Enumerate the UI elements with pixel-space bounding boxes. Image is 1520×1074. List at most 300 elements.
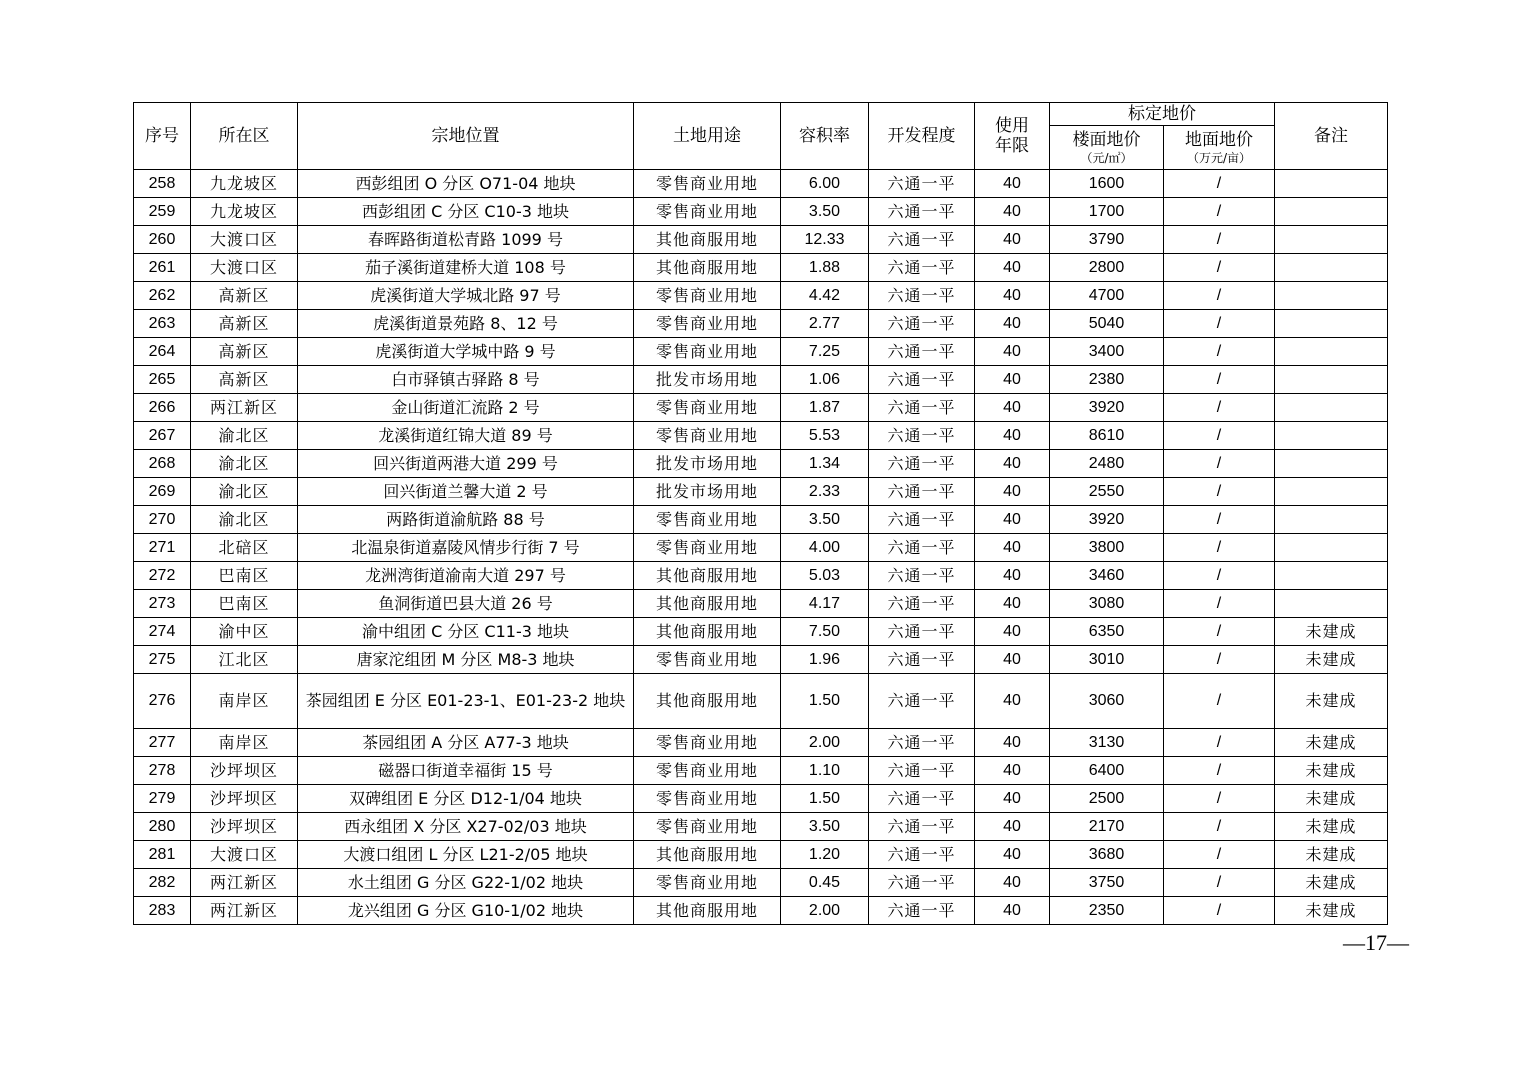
cell-ground-price: / bbox=[1164, 478, 1275, 506]
header-floor-price bbox=[1050, 126, 1164, 170]
cell-dev-level: 六通一平 bbox=[869, 729, 975, 757]
cell-floor-price: 2500 bbox=[1050, 785, 1164, 813]
cell-term: 40 bbox=[975, 897, 1050, 925]
cell-seq: 278 bbox=[134, 757, 191, 785]
cell-floor-price: 3130 bbox=[1050, 729, 1164, 757]
cell-floor-price: 2350 bbox=[1050, 897, 1164, 925]
cell-remark bbox=[1275, 366, 1388, 394]
table-row bbox=[134, 310, 1388, 338]
cell-floor-price: 2380 bbox=[1050, 366, 1164, 394]
cell-remark bbox=[1275, 422, 1388, 450]
cell-far: 4.00 bbox=[781, 534, 869, 562]
cell-location: 虎溪街道景苑路 8、12 号 bbox=[298, 310, 634, 338]
cell-seq: 282 bbox=[134, 869, 191, 897]
cell-dev-level: 六通一平 bbox=[869, 757, 975, 785]
cell-ground-price: / bbox=[1164, 674, 1275, 729]
cell-district: 渝北区 bbox=[191, 450, 298, 478]
cell-far: 12.33 bbox=[781, 226, 869, 254]
cell-floor-price: 3750 bbox=[1050, 869, 1164, 897]
cell-remark bbox=[1275, 450, 1388, 478]
cell-seq: 275 bbox=[134, 646, 191, 674]
cell-dev-level: 六通一平 bbox=[869, 282, 975, 310]
cell-far: 5.03 bbox=[781, 562, 869, 590]
cell-location: 西永组团 X 分区 X27-02/03 地块 bbox=[298, 813, 634, 841]
cell-dev-level: 六通一平 bbox=[869, 310, 975, 338]
cell-far: 1.50 bbox=[781, 674, 869, 729]
cell-far: 4.17 bbox=[781, 590, 869, 618]
cell-seq: 265 bbox=[134, 366, 191, 394]
cell-district: 沙坪坝区 bbox=[191, 813, 298, 841]
table-row bbox=[134, 618, 1388, 646]
cell-remark: 未建成 bbox=[1275, 646, 1388, 674]
cell-ground-price: / bbox=[1164, 590, 1275, 618]
cell-land-use: 零售商业用地 bbox=[634, 170, 781, 198]
cell-dev-level: 六通一平 bbox=[869, 450, 975, 478]
table-header bbox=[134, 103, 1388, 170]
cell-district: 高新区 bbox=[191, 282, 298, 310]
cell-land-use: 批发市场用地 bbox=[634, 450, 781, 478]
table-row bbox=[134, 450, 1388, 478]
cell-ground-price: / bbox=[1164, 310, 1275, 338]
table-row bbox=[134, 841, 1388, 869]
cell-location: 龙溪街道红锦大道 89 号 bbox=[298, 422, 634, 450]
cell-ground-price: / bbox=[1164, 198, 1275, 226]
cell-location: 茶园组团 A 分区 A77-3 地块 bbox=[298, 729, 634, 757]
cell-location: 西彭组团 C 分区 C10-3 地块 bbox=[298, 198, 634, 226]
cell-ground-price: / bbox=[1164, 282, 1275, 310]
cell-far: 1.06 bbox=[781, 366, 869, 394]
cell-floor-price: 2800 bbox=[1050, 254, 1164, 282]
cell-dev-level: 六通一平 bbox=[869, 785, 975, 813]
table-row bbox=[134, 897, 1388, 925]
cell-dev-level: 六通一平 bbox=[869, 366, 975, 394]
cell-term: 40 bbox=[975, 226, 1050, 254]
header-district: 所在区 bbox=[191, 103, 298, 170]
cell-location: 龙兴组团 G 分区 G10-1/02 地块 bbox=[298, 897, 634, 925]
cell-far: 1.34 bbox=[781, 450, 869, 478]
cell-term: 40 bbox=[975, 310, 1050, 338]
cell-district: 渝北区 bbox=[191, 478, 298, 506]
cell-far: 1.50 bbox=[781, 785, 869, 813]
table-row bbox=[134, 813, 1388, 841]
cell-remark bbox=[1275, 562, 1388, 590]
cell-term: 40 bbox=[975, 506, 1050, 534]
cell-ground-price: / bbox=[1164, 869, 1275, 897]
cell-remark: 未建成 bbox=[1275, 618, 1388, 646]
cell-ground-price: / bbox=[1164, 254, 1275, 282]
cell-district: 巴南区 bbox=[191, 562, 298, 590]
cell-remark bbox=[1275, 338, 1388, 366]
header-ground-price-label: 地面地价 bbox=[1185, 129, 1253, 150]
cell-land-use: 零售商业用地 bbox=[634, 534, 781, 562]
cell-seq: 261 bbox=[134, 254, 191, 282]
cell-term: 40 bbox=[975, 170, 1050, 198]
cell-dev-level: 六通一平 bbox=[869, 422, 975, 450]
cell-ground-price: / bbox=[1164, 226, 1275, 254]
table-row bbox=[134, 534, 1388, 562]
cell-dev-level: 六通一平 bbox=[869, 534, 975, 562]
cell-term: 40 bbox=[975, 422, 1050, 450]
cell-ground-price: / bbox=[1164, 646, 1275, 674]
cell-seq: 267 bbox=[134, 422, 191, 450]
cell-land-use: 零售商业用地 bbox=[634, 310, 781, 338]
cell-far: 2.00 bbox=[781, 729, 869, 757]
cell-location: 回兴街道兰馨大道 2 号 bbox=[298, 478, 634, 506]
cell-floor-price: 8610 bbox=[1050, 422, 1164, 450]
cell-floor-price: 2480 bbox=[1050, 450, 1164, 478]
cell-far: 6.00 bbox=[781, 170, 869, 198]
cell-dev-level: 六通一平 bbox=[869, 813, 975, 841]
cell-district: 江北区 bbox=[191, 646, 298, 674]
cell-district: 高新区 bbox=[191, 366, 298, 394]
cell-far: 7.25 bbox=[781, 338, 869, 366]
cell-seq: 281 bbox=[134, 841, 191, 869]
cell-land-use: 批发市场用地 bbox=[634, 366, 781, 394]
cell-dev-level: 六通一平 bbox=[869, 897, 975, 925]
cell-land-use: 其他商服用地 bbox=[634, 562, 781, 590]
cell-location: 茶园组团 E 分区 E01-23-1、E01-23-2 地块 bbox=[298, 674, 634, 729]
cell-location: 唐家沱组团 M 分区 M8-3 地块 bbox=[298, 646, 634, 674]
cell-remark bbox=[1275, 198, 1388, 226]
table-row bbox=[134, 254, 1388, 282]
cell-seq: 269 bbox=[134, 478, 191, 506]
header-dev-level: 开发程度 bbox=[869, 103, 975, 170]
cell-term: 40 bbox=[975, 674, 1050, 729]
cell-land-use: 零售商业用地 bbox=[634, 338, 781, 366]
cell-floor-price: 2550 bbox=[1050, 478, 1164, 506]
cell-term: 40 bbox=[975, 534, 1050, 562]
cell-seq: 263 bbox=[134, 310, 191, 338]
cell-location: 龙洲湾街道渝南大道 297 号 bbox=[298, 562, 634, 590]
cell-remark: 未建成 bbox=[1275, 813, 1388, 841]
cell-term: 40 bbox=[975, 254, 1050, 282]
cell-district: 两江新区 bbox=[191, 897, 298, 925]
cell-land-use: 零售商业用地 bbox=[634, 813, 781, 841]
table-row bbox=[134, 226, 1388, 254]
table-row bbox=[134, 785, 1388, 813]
cell-floor-price: 3920 bbox=[1050, 394, 1164, 422]
header-ground-price bbox=[1164, 126, 1275, 170]
cell-far: 5.53 bbox=[781, 422, 869, 450]
cell-dev-level: 六通一平 bbox=[869, 394, 975, 422]
cell-far: 7.50 bbox=[781, 618, 869, 646]
table-row bbox=[134, 869, 1388, 897]
cell-floor-price: 3080 bbox=[1050, 590, 1164, 618]
cell-seq: 276 bbox=[134, 674, 191, 729]
cell-land-use: 其他商服用地 bbox=[634, 590, 781, 618]
cell-remark: 未建成 bbox=[1275, 757, 1388, 785]
cell-seq: 272 bbox=[134, 562, 191, 590]
header-seq: 序号 bbox=[134, 103, 191, 170]
cell-term: 40 bbox=[975, 562, 1050, 590]
cell-land-use: 其他商服用地 bbox=[634, 841, 781, 869]
cell-land-use: 零售商业用地 bbox=[634, 506, 781, 534]
cell-floor-price: 3010 bbox=[1050, 646, 1164, 674]
cell-term: 40 bbox=[975, 729, 1050, 757]
cell-district: 两江新区 bbox=[191, 869, 298, 897]
cell-term: 40 bbox=[975, 450, 1050, 478]
table-row bbox=[134, 422, 1388, 450]
cell-land-use: 批发市场用地 bbox=[634, 478, 781, 506]
cell-floor-price: 1700 bbox=[1050, 198, 1164, 226]
cell-term: 40 bbox=[975, 813, 1050, 841]
table-row bbox=[134, 338, 1388, 366]
cell-term: 40 bbox=[975, 590, 1050, 618]
table-body bbox=[134, 170, 1388, 925]
cell-far: 3.50 bbox=[781, 506, 869, 534]
cell-location: 虎溪街道大学城中路 9 号 bbox=[298, 338, 634, 366]
cell-dev-level: 六通一平 bbox=[869, 562, 975, 590]
cell-dev-level: 六通一平 bbox=[869, 674, 975, 729]
header-location: 宗地位置 bbox=[298, 103, 634, 170]
cell-seq: 274 bbox=[134, 618, 191, 646]
cell-remark bbox=[1275, 534, 1388, 562]
cell-ground-price: / bbox=[1164, 450, 1275, 478]
cell-remark: 未建成 bbox=[1275, 729, 1388, 757]
cell-dev-level: 六通一平 bbox=[869, 478, 975, 506]
cell-district: 渝北区 bbox=[191, 422, 298, 450]
cell-dev-level: 六通一平 bbox=[869, 338, 975, 366]
table-row bbox=[134, 170, 1388, 198]
cell-location: 白市驿镇古驿路 8 号 bbox=[298, 366, 634, 394]
table-row bbox=[134, 198, 1388, 226]
cell-ground-price: / bbox=[1164, 366, 1275, 394]
cell-far: 1.20 bbox=[781, 841, 869, 869]
cell-district: 巴南区 bbox=[191, 590, 298, 618]
cell-dev-level: 六通一平 bbox=[869, 226, 975, 254]
cell-land-use: 零售商业用地 bbox=[634, 394, 781, 422]
cell-term: 40 bbox=[975, 338, 1050, 366]
cell-seq: 273 bbox=[134, 590, 191, 618]
cell-district: 大渡口区 bbox=[191, 226, 298, 254]
cell-term: 40 bbox=[975, 841, 1050, 869]
cell-term: 40 bbox=[975, 394, 1050, 422]
cell-term: 40 bbox=[975, 646, 1050, 674]
cell-term: 40 bbox=[975, 366, 1050, 394]
header-term-text: 使用年限 bbox=[994, 115, 1029, 156]
cell-far: 1.87 bbox=[781, 394, 869, 422]
cell-remark bbox=[1275, 590, 1388, 618]
cell-far: 4.42 bbox=[781, 282, 869, 310]
cell-seq: 279 bbox=[134, 785, 191, 813]
cell-far: 2.77 bbox=[781, 310, 869, 338]
cell-far: 1.96 bbox=[781, 646, 869, 674]
cell-land-use: 其他商服用地 bbox=[634, 226, 781, 254]
cell-land-use: 零售商业用地 bbox=[634, 729, 781, 757]
table-row bbox=[134, 506, 1388, 534]
header-land-use: 土地用途 bbox=[634, 103, 781, 170]
cell-seq: 270 bbox=[134, 506, 191, 534]
table-row bbox=[134, 282, 1388, 310]
cell-floor-price: 5040 bbox=[1050, 310, 1164, 338]
cell-floor-price: 3460 bbox=[1050, 562, 1164, 590]
cell-location: 水土组团 G 分区 G22-1/02 地块 bbox=[298, 869, 634, 897]
cell-ground-price: / bbox=[1164, 506, 1275, 534]
cell-land-use: 零售商业用地 bbox=[634, 869, 781, 897]
cell-district: 南岸区 bbox=[191, 729, 298, 757]
cell-dev-level: 六通一平 bbox=[869, 254, 975, 282]
cell-floor-price: 6350 bbox=[1050, 618, 1164, 646]
cell-remark: 未建成 bbox=[1275, 869, 1388, 897]
cell-term: 40 bbox=[975, 198, 1050, 226]
cell-district: 渝中区 bbox=[191, 618, 298, 646]
cell-seq: 258 bbox=[134, 170, 191, 198]
cell-district: 渝北区 bbox=[191, 506, 298, 534]
cell-location: 双碑组团 E 分区 D12-1/04 地块 bbox=[298, 785, 634, 813]
cell-ground-price: / bbox=[1164, 813, 1275, 841]
header-ground-price-unit: （万元/亩） bbox=[1186, 151, 1252, 165]
table-row bbox=[134, 757, 1388, 785]
cell-district: 南岸区 bbox=[191, 674, 298, 729]
cell-seq: 271 bbox=[134, 534, 191, 562]
cell-land-use: 其他商服用地 bbox=[634, 254, 781, 282]
cell-dev-level: 六通一平 bbox=[869, 618, 975, 646]
cell-remark bbox=[1275, 254, 1388, 282]
cell-far: 3.50 bbox=[781, 813, 869, 841]
cell-seq: 268 bbox=[134, 450, 191, 478]
cell-land-use: 零售商业用地 bbox=[634, 646, 781, 674]
cell-land-use: 零售商业用地 bbox=[634, 422, 781, 450]
cell-seq: 262 bbox=[134, 282, 191, 310]
cell-term: 40 bbox=[975, 618, 1050, 646]
cell-remark bbox=[1275, 282, 1388, 310]
cell-land-use: 其他商服用地 bbox=[634, 897, 781, 925]
cell-remark bbox=[1275, 170, 1388, 198]
cell-ground-price: / bbox=[1164, 618, 1275, 646]
cell-land-use: 零售商业用地 bbox=[634, 785, 781, 813]
header-remark: 备注 bbox=[1275, 103, 1388, 170]
cell-remark bbox=[1275, 506, 1388, 534]
cell-location: 北温泉街道嘉陵风情步行街 7 号 bbox=[298, 534, 634, 562]
header-floor-price-unit: （元/㎡） bbox=[1080, 151, 1133, 165]
cell-floor-price: 3060 bbox=[1050, 674, 1164, 729]
table-row bbox=[134, 590, 1388, 618]
cell-location: 鱼洞街道巴县大道 26 号 bbox=[298, 590, 634, 618]
cell-ground-price: / bbox=[1164, 170, 1275, 198]
cell-dev-level: 六通一平 bbox=[869, 198, 975, 226]
cell-land-use: 其他商服用地 bbox=[634, 674, 781, 729]
cell-far: 2.33 bbox=[781, 478, 869, 506]
cell-seq: 264 bbox=[134, 338, 191, 366]
header-price-group: 标定地价 bbox=[1050, 103, 1275, 126]
cell-remark: 未建成 bbox=[1275, 785, 1388, 813]
cell-land-use: 其他商服用地 bbox=[634, 618, 781, 646]
table-row bbox=[134, 394, 1388, 422]
cell-far: 2.00 bbox=[781, 897, 869, 925]
cell-location: 金山街道汇流路 2 号 bbox=[298, 394, 634, 422]
cell-district: 沙坪坝区 bbox=[191, 785, 298, 813]
cell-location: 回兴街道两港大道 299 号 bbox=[298, 450, 634, 478]
table-row bbox=[134, 674, 1388, 729]
cell-dev-level: 六通一平 bbox=[869, 646, 975, 674]
cell-district: 九龙坡区 bbox=[191, 198, 298, 226]
cell-district: 九龙坡区 bbox=[191, 170, 298, 198]
table-row bbox=[134, 478, 1388, 506]
land-price-table bbox=[133, 102, 1388, 925]
cell-ground-price: / bbox=[1164, 841, 1275, 869]
cell-floor-price: 2170 bbox=[1050, 813, 1164, 841]
header-floor-price-label: 楼面地价 bbox=[1072, 129, 1141, 150]
cell-floor-price: 6400 bbox=[1050, 757, 1164, 785]
cell-floor-price: 3400 bbox=[1050, 338, 1164, 366]
cell-dev-level: 六通一平 bbox=[869, 841, 975, 869]
cell-land-use: 零售商业用地 bbox=[634, 198, 781, 226]
cell-location: 西彭组团 O 分区 O71-04 地块 bbox=[298, 170, 634, 198]
cell-dev-level: 六通一平 bbox=[869, 506, 975, 534]
cell-seq: 277 bbox=[134, 729, 191, 757]
cell-ground-price: / bbox=[1164, 394, 1275, 422]
cell-far: 3.50 bbox=[781, 198, 869, 226]
table-row bbox=[134, 562, 1388, 590]
cell-term: 40 bbox=[975, 478, 1050, 506]
cell-remark bbox=[1275, 226, 1388, 254]
cell-ground-price: / bbox=[1164, 785, 1275, 813]
cell-location: 两路街道渝航路 88 号 bbox=[298, 506, 634, 534]
cell-seq: 266 bbox=[134, 394, 191, 422]
cell-location: 虎溪街道大学城北路 97 号 bbox=[298, 282, 634, 310]
cell-ground-price: / bbox=[1164, 534, 1275, 562]
cell-ground-price: / bbox=[1164, 422, 1275, 450]
cell-far: 1.88 bbox=[781, 254, 869, 282]
cell-district: 大渡口区 bbox=[191, 254, 298, 282]
cell-seq: 259 bbox=[134, 198, 191, 226]
cell-ground-price: / bbox=[1164, 338, 1275, 366]
cell-district: 高新区 bbox=[191, 310, 298, 338]
cell-ground-price: / bbox=[1164, 757, 1275, 785]
cell-dev-level: 六通一平 bbox=[869, 869, 975, 897]
cell-remark bbox=[1275, 394, 1388, 422]
cell-remark: 未建成 bbox=[1275, 841, 1388, 869]
cell-location: 春晖路街道松青路 1099 号 bbox=[298, 226, 634, 254]
cell-remark: 未建成 bbox=[1275, 897, 1388, 925]
cell-ground-price: / bbox=[1164, 729, 1275, 757]
cell-location: 磁器口街道幸福街 15 号 bbox=[298, 757, 634, 785]
cell-floor-price: 1600 bbox=[1050, 170, 1164, 198]
cell-district: 北碚区 bbox=[191, 534, 298, 562]
cell-floor-price: 3800 bbox=[1050, 534, 1164, 562]
cell-seq: 260 bbox=[134, 226, 191, 254]
cell-district: 高新区 bbox=[191, 338, 298, 366]
cell-location: 茄子溪街道建桥大道 108 号 bbox=[298, 254, 634, 282]
cell-term: 40 bbox=[975, 282, 1050, 310]
cell-seq: 283 bbox=[134, 897, 191, 925]
cell-floor-price: 3680 bbox=[1050, 841, 1164, 869]
header-term bbox=[975, 103, 1050, 170]
cell-ground-price: / bbox=[1164, 562, 1275, 590]
cell-district: 大渡口区 bbox=[191, 841, 298, 869]
page-number: —17— bbox=[1343, 930, 1409, 955]
cell-dev-level: 六通一平 bbox=[869, 590, 975, 618]
cell-floor-price: 3790 bbox=[1050, 226, 1164, 254]
cell-land-use: 零售商业用地 bbox=[634, 282, 781, 310]
cell-district: 沙坪坝区 bbox=[191, 757, 298, 785]
cell-land-use: 零售商业用地 bbox=[634, 757, 781, 785]
cell-floor-price: 3920 bbox=[1050, 506, 1164, 534]
cell-term: 40 bbox=[975, 757, 1050, 785]
table-row bbox=[134, 646, 1388, 674]
cell-remark: 未建成 bbox=[1275, 674, 1388, 729]
cell-location: 渝中组团 C 分区 C11-3 地块 bbox=[298, 618, 634, 646]
cell-term: 40 bbox=[975, 785, 1050, 813]
cell-far: 1.10 bbox=[781, 757, 869, 785]
cell-ground-price: / bbox=[1164, 897, 1275, 925]
table-row bbox=[134, 729, 1388, 757]
table-row bbox=[134, 366, 1388, 394]
cell-remark bbox=[1275, 310, 1388, 338]
cell-seq: 280 bbox=[134, 813, 191, 841]
cell-term: 40 bbox=[975, 869, 1050, 897]
header-far: 容积率 bbox=[781, 103, 869, 170]
